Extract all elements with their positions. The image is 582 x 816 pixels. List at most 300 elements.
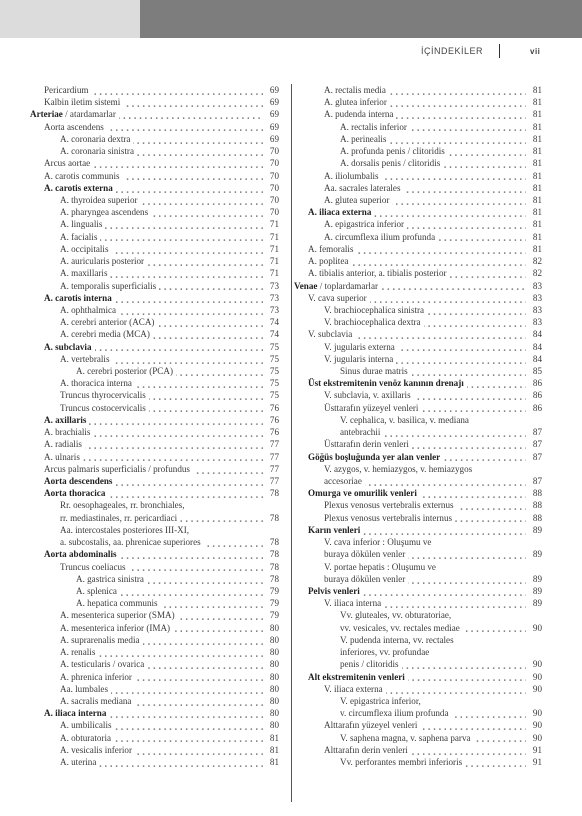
toc-entry — [30, 243, 279, 255]
toc-entry — [294, 341, 542, 353]
toc-entry-title — [340, 695, 526, 707]
toc-entry-page: 69 — [269, 109, 279, 120]
toc-entry-page: 81 — [269, 732, 279, 743]
toc-entry-title — [44, 292, 263, 304]
toc-entry — [294, 121, 542, 133]
toc-entry-page: 69 — [269, 97, 279, 108]
toc-entry-label: A. iliaca externa — [308, 207, 374, 217]
toc-entry — [30, 414, 279, 426]
toc-entry-label: V. cephalica, v. basilica, v. mediana — [340, 415, 472, 425]
toc-entry-page: 82 — [532, 256, 542, 267]
toc-entry-label: A. gastrica sinistra — [76, 574, 147, 584]
toc-entry-label: rr. mediastinales, rr. pericardiaci — [60, 513, 180, 523]
toc-entry — [294, 671, 542, 683]
toc-entry — [294, 194, 542, 206]
toc-entry-page: 73 — [269, 304, 279, 315]
toc-entry — [294, 96, 542, 108]
toc-entry-label: A. pudenda interna — [324, 109, 396, 119]
toc-entry-title — [324, 438, 526, 450]
toc-entry — [294, 182, 542, 194]
toc-entry — [30, 316, 279, 328]
toc-entry-title — [308, 206, 526, 218]
toc-entry-title — [324, 182, 526, 194]
toc-entry-page: 83 — [532, 280, 542, 291]
toc-entry — [30, 719, 279, 731]
toc-entry-label: A. testicularis / ovarica — [60, 659, 147, 669]
toc-entry-title — [324, 719, 526, 731]
toc-entry-page: 88 — [532, 488, 542, 499]
toc-entry-label: A. uterina — [60, 757, 99, 767]
toc-entry-title — [60, 145, 263, 157]
toc-entry-label: A. ulnaris — [44, 452, 83, 462]
toc-entry-page: 81 — [532, 219, 542, 230]
toc-entry-page: 90 — [532, 683, 542, 694]
toc-entry-page: 74 — [269, 329, 279, 340]
toc-entry-label: vv. vesicales, vv. rectales mediae — [340, 623, 463, 633]
toc-entry-label: A. perinealis — [340, 134, 389, 144]
toc-entry — [30, 304, 279, 316]
toc-entry-page: 76 — [269, 402, 279, 413]
toc-entry — [30, 756, 279, 768]
toc-entry-page: 80 — [269, 622, 279, 633]
toc-entry — [30, 231, 279, 243]
toc-entry-label: V. azygos, v. hemiazygos, v. hemiazygos — [324, 464, 475, 474]
toc-entry-title — [76, 573, 263, 585]
toc-entry-title — [30, 108, 263, 120]
toc-entry-title — [60, 243, 263, 255]
toc-entry-title — [324, 536, 526, 548]
toc-entry-title — [308, 243, 526, 255]
page-header-title: İÇİNDEKİLER — [421, 46, 484, 56]
toc-entry-label: V. subclavia — [308, 329, 355, 339]
toc-entry-title — [60, 328, 263, 340]
toc-entry — [294, 402, 542, 414]
toc-entry — [30, 341, 279, 353]
toc-entry-page: 80 — [269, 708, 279, 719]
toc-entry-label: V. pudenda interna, vv. rectales — [340, 635, 457, 645]
toc-entry — [30, 646, 279, 658]
toc-entry — [30, 463, 279, 475]
toc-entry-label: A. iliaca interna — [44, 708, 109, 718]
toc-entry — [30, 267, 279, 279]
toc-entry-page: 75 — [269, 366, 279, 377]
toc-entry-title — [60, 255, 263, 267]
toc-entry-page: 81 — [532, 194, 542, 205]
toc-entry-title — [44, 170, 263, 182]
toc-entry-title — [44, 414, 263, 426]
toc-entry-title — [76, 365, 263, 377]
toc-entry-page: 80 — [269, 671, 279, 682]
toc-entry-label: A. suprarenalis media — [60, 635, 143, 645]
toc-entry-page: 90 — [532, 708, 542, 719]
toc-entry-title — [60, 218, 263, 230]
toc-entry — [30, 499, 279, 511]
toc-entry — [30, 389, 279, 401]
toc-entry — [294, 646, 542, 658]
toc-entry-label: A. cerebri anterior (ACA) — [60, 317, 157, 327]
toc-entry-label: buraya dökülen venler — [324, 549, 408, 559]
toc-entry — [294, 389, 542, 401]
toc-entry-label: A. coronaria dextra — [60, 134, 133, 144]
toc-entry — [30, 292, 279, 304]
toc-entry-title — [308, 377, 526, 389]
toc-entry-label: V. brachiocephalica sinistra — [324, 305, 427, 315]
toc-entry — [294, 292, 542, 304]
toc-entry — [294, 683, 542, 695]
toc-entry — [30, 609, 279, 621]
toc-entry-title — [340, 707, 526, 719]
toc-entry-title — [60, 389, 263, 401]
toc-entry-page: 78 — [269, 573, 279, 584]
toc-entry-page: 75 — [269, 353, 279, 364]
toc-entry — [30, 402, 279, 414]
toc-right-column — [294, 84, 542, 768]
toc-entry — [294, 304, 542, 316]
toc-entry-page: 78 — [269, 561, 279, 572]
toc-entry — [30, 206, 279, 218]
toc-entry-page: 87 — [532, 439, 542, 450]
toc-entry — [30, 561, 279, 573]
toc-entry-label: Kalbin iletim sistemi — [44, 97, 123, 107]
toc-entry-label: Aorta descendens — [44, 476, 115, 486]
toc-entry-label: A. epigastrica inferior — [324, 219, 407, 229]
toc-entry-label: Plexus venosus vertebralis externus — [324, 500, 457, 510]
toc-entry-label: V. jugularis interna — [324, 354, 396, 364]
toc-entry-label: A. dorsalis penis / clitoridis — [340, 158, 443, 168]
toc-entry-title — [44, 707, 263, 719]
toc-entry-page: 81 — [532, 170, 542, 181]
toc-entry-title — [44, 463, 263, 475]
toc-entry-page: 90 — [532, 659, 542, 670]
toc-entry — [30, 255, 279, 267]
toc-entry-title — [60, 316, 263, 328]
toc-entry — [30, 658, 279, 670]
toc-entry-page: 81 — [532, 182, 542, 193]
toc-entry-title — [60, 719, 263, 731]
toc-entry-title — [324, 316, 526, 328]
toc-entry-page: 80 — [269, 683, 279, 694]
toc-entry-title — [294, 280, 526, 292]
toc-entry-title — [60, 732, 263, 744]
toc-entry-page: 69 — [269, 133, 279, 144]
toc-entry-page: 84 — [532, 353, 542, 364]
toc-entry — [294, 744, 542, 756]
toc-entry-page: 78 — [269, 488, 279, 499]
toc-entry-page: 83 — [532, 304, 542, 315]
toc-entry-title — [324, 218, 526, 230]
toc-entry — [30, 695, 279, 707]
toc-entry-label: A. profunda penis / clitoridis — [340, 146, 448, 156]
toc-entry-page: 70 — [269, 146, 279, 157]
toc-entry-label: v. circumflexa ilium profunda — [340, 708, 452, 718]
toc-entry-label: V. jugularis externa — [324, 342, 398, 352]
toc-entry — [294, 426, 542, 438]
toc-entry-title — [324, 304, 526, 316]
toc-entry — [294, 548, 542, 560]
toc-entry — [30, 524, 279, 536]
toc-entry-label: Truncus coeliacus — [60, 562, 129, 572]
toc-entry-page: 89 — [532, 549, 542, 560]
toc-entry — [294, 145, 542, 157]
toc-entry — [294, 84, 542, 96]
toc-entry-page: 80 — [269, 647, 279, 658]
toc-entry-label: Arteriae / atardamarlar — [30, 109, 119, 119]
toc-entry — [294, 255, 542, 267]
toc-entry-page: 70 — [269, 194, 279, 205]
toc-entry-label: A. mesenterica superior (SMA) — [60, 610, 178, 620]
toc-entry-page: 81 — [532, 85, 542, 95]
toc-entry-label: Venae / toplardamarlar — [294, 281, 381, 291]
toc-entry-title — [324, 573, 526, 585]
toc-entry-page: 78 — [269, 537, 279, 548]
toc-entry — [294, 573, 542, 585]
toc-entry-label: A. carotis communis — [44, 171, 123, 181]
toc-entry-page: 69 — [269, 85, 279, 95]
toc-entry-title — [324, 84, 526, 96]
toc-entry-page: 80 — [269, 634, 279, 645]
toc-entry-label: buraya dökülen venler — [324, 574, 408, 584]
toc-entry-label: Aa. lumbales — [60, 684, 111, 694]
toc-entry-label: Truncus thyrocervicalis — [60, 390, 149, 400]
toc-entry-label: Vv. perforantes membri inferioris — [340, 757, 465, 767]
toc-entry-title — [324, 96, 526, 108]
toc-entry-page: 87 — [532, 427, 542, 438]
toc-entry-label: A. auricularis posterior — [60, 256, 147, 266]
toc-entry-label: A. vesicalis inferior — [60, 745, 135, 755]
toc-entry-label: A. facialis — [60, 232, 100, 242]
toc-entry-label: A. brachialis — [44, 427, 93, 437]
toc-entry-title — [340, 609, 526, 621]
toc-entry-page: 71 — [269, 231, 279, 242]
toc-entry-title — [340, 646, 526, 658]
toc-entry-page: 71 — [269, 243, 279, 254]
toc-entry-title — [60, 353, 263, 365]
toc-entry-page: 91 — [532, 744, 542, 755]
toc-entry-label: Alt ekstremitenin venleri — [308, 672, 408, 682]
toc-entry — [294, 280, 542, 292]
toc-entry-title — [60, 683, 263, 695]
toc-entry-label: Arcus aortae — [44, 158, 93, 168]
toc-entry-label: A. mesenterica inferior (IMA) — [60, 623, 173, 633]
toc-entry — [294, 487, 542, 499]
toc-entry — [294, 463, 542, 475]
toc-entry — [294, 206, 542, 218]
toc-entry-label: antebrachii — [340, 427, 383, 437]
toc-entry-label: Aorta ascendens — [44, 122, 107, 132]
toc-entry-title — [324, 499, 526, 511]
toc-entry-label: Karın venleri — [308, 525, 363, 535]
toc-entry-label: Aa. sacrales laterales — [324, 183, 404, 193]
toc-entry — [30, 622, 279, 634]
toc-entry-page: 80 — [269, 720, 279, 731]
toc-entry-title — [60, 622, 263, 634]
toc-entry-page: 88 — [532, 512, 542, 523]
toc-entry-label: Arcus palmaris superficialis / profundus — [44, 464, 193, 474]
toc-entry-title — [76, 585, 263, 597]
toc-entry-label: A. axillaris — [44, 415, 89, 425]
toc-entry-page: 89 — [532, 524, 542, 535]
toc-entry — [294, 267, 542, 279]
toc-entry — [30, 426, 279, 438]
toc-entry — [294, 377, 542, 389]
toc-entry — [30, 133, 279, 145]
toc-entry — [30, 512, 279, 524]
toc-entry-label: Üst ekstremitenin venöz kanının drenajı — [308, 378, 467, 388]
toc-entry — [294, 597, 542, 609]
toc-entry-title — [60, 402, 263, 414]
toc-entry — [30, 108, 279, 120]
toc-entry — [294, 622, 542, 634]
toc-entry — [294, 756, 542, 768]
toc-entry-page: 81 — [532, 133, 542, 144]
toc-entry-title — [44, 121, 263, 133]
toc-entry-title — [308, 255, 526, 267]
toc-entry-title — [308, 524, 526, 536]
toc-entry — [294, 353, 542, 365]
toc-entry-title — [324, 475, 526, 487]
toc-entry — [30, 170, 279, 182]
toc-entry-page: 80 — [269, 695, 279, 706]
toc-entry-label: A. obturatoria — [60, 733, 114, 743]
toc-entry — [30, 475, 279, 487]
toc-entry-title — [44, 451, 263, 463]
toc-entry-page: 74 — [269, 317, 279, 328]
toc-entry — [30, 218, 279, 230]
toc-entry — [30, 365, 279, 377]
toc-entry-title — [340, 145, 526, 157]
toc-entry — [294, 316, 542, 328]
toc-entry-label: V. epigastrica inferior, — [340, 696, 424, 706]
toc-entry-label: A. thyroidea superior — [60, 195, 141, 205]
toc-entry-title — [60, 280, 263, 292]
toc-entry-label: Plexus venosus vertebralis internus — [324, 513, 455, 523]
toc-entry-title — [44, 157, 263, 169]
toc-entry-label: A. thoracica interna — [60, 378, 135, 388]
toc-entry — [294, 609, 542, 621]
toc-entry-page: 70 — [269, 158, 279, 169]
toc-entry-page: 71 — [269, 268, 279, 279]
header-band-dark — [140, 0, 582, 38]
toc-entry-page: 83 — [532, 292, 542, 303]
toc-entry — [294, 707, 542, 719]
toc-entry-page: 84 — [532, 329, 542, 340]
toc-entry — [294, 218, 542, 230]
toc-entry-page: 69 — [269, 121, 279, 132]
toc-entry-label: Pericardium — [44, 85, 91, 95]
toc-entry — [30, 536, 279, 548]
toc-entry-title — [44, 548, 263, 560]
toc-entry-label: A. glutea superior — [324, 195, 392, 205]
toc-entry-title — [60, 524, 263, 536]
toc-entry-page: 79 — [269, 610, 279, 621]
toc-entry-label: A. splenica — [76, 586, 120, 596]
toc-entry-title — [324, 512, 526, 524]
toc-entry-title — [60, 512, 263, 524]
toc-entry-title — [308, 451, 526, 463]
toc-entry-label: A. poplitea — [308, 256, 351, 266]
toc-entry-title — [324, 561, 526, 573]
toc-entry-title — [340, 133, 526, 145]
toc-entry-title — [324, 389, 526, 401]
toc-entry-title — [340, 658, 526, 670]
toc-entry-title — [44, 426, 263, 438]
toc-entry-title — [60, 658, 263, 670]
toc-entry-label: Rr. oesophageales, rr. bronchiales, — [60, 500, 188, 510]
toc-entry-page: 81 — [532, 231, 542, 242]
toc-entry-title — [324, 683, 526, 695]
toc-entry-title — [324, 463, 526, 475]
toc-entry-title — [60, 671, 263, 683]
toc-entry-page: 70 — [269, 170, 279, 181]
toc-entry-title — [308, 585, 526, 597]
toc-entry — [294, 157, 542, 169]
toc-entry-label: Aa. intercostales posteriores III-XI, — [60, 525, 192, 535]
page-number: vii — [530, 47, 541, 56]
toc-entry-title — [60, 267, 263, 279]
toc-entry-page: 80 — [269, 659, 279, 670]
toc-entry-label: V. iliaca externa — [324, 684, 386, 694]
toc-entry-title — [324, 341, 526, 353]
toc-entry-title — [308, 292, 526, 304]
toc-entry-label: Üsttarafın yüzeyel venleri — [324, 403, 421, 413]
toc-entry-label: Vv. gluteales, vv. obturatoriae, — [340, 610, 454, 620]
toc-entry — [30, 353, 279, 365]
toc-entry-label: Truncus costocervicalis — [60, 403, 149, 413]
toc-entry — [30, 744, 279, 756]
toc-entry-page: 78 — [269, 549, 279, 560]
toc-entry-title — [324, 231, 526, 243]
toc-entry-title — [60, 194, 263, 206]
toc-entry-page: 81 — [532, 97, 542, 108]
toc-entry-page: 79 — [269, 598, 279, 609]
toc-entry-title — [340, 414, 526, 426]
toc-entry — [30, 487, 279, 499]
toc-entry-label: A. coronaria sinistra — [60, 146, 137, 156]
toc-entry — [294, 170, 542, 182]
toc-entry — [294, 695, 542, 707]
toc-entry — [294, 414, 542, 426]
toc-entry-label: V. brachiocephalica dextra — [324, 317, 424, 327]
toc-entry-label: Alttarafın derin venleri — [324, 745, 411, 755]
toc-entry-label: A. subclavia — [44, 342, 95, 352]
toc-entry-page: 73 — [269, 280, 279, 291]
toc-entry-page: 86 — [532, 402, 542, 413]
toc-entry-title — [340, 732, 526, 744]
toc-entry — [30, 573, 279, 585]
toc-entry-label: Sinus durae matris — [340, 366, 411, 376]
toc-entry — [30, 707, 279, 719]
toc-entry — [30, 145, 279, 157]
toc-entry-title — [44, 438, 263, 450]
toc-entry-label: A. vertebralis — [60, 354, 113, 364]
toc-entry-title — [76, 597, 263, 609]
toc-entry — [294, 585, 542, 597]
toc-entry-page: 86 — [532, 378, 542, 389]
toc-entry — [30, 194, 279, 206]
toc-entry — [294, 524, 542, 536]
toc-entry-page: 83 — [532, 317, 542, 328]
toc-entry-label: A. carotis interna — [44, 293, 115, 303]
toc-entry-label: Aorta thoracica — [44, 488, 108, 498]
toc-entry — [294, 475, 542, 487]
toc-entry-title — [60, 206, 263, 218]
toc-entry-label: penis / clitoridis — [340, 659, 402, 669]
toc-entry-page: 71 — [269, 256, 279, 267]
toc-entry — [30, 328, 279, 340]
toc-entry-page: 81 — [532, 146, 542, 157]
toc-entry-label: a. subcostalis, aa. phrenicae superiores — [60, 537, 204, 547]
toc-entry-page: 76 — [269, 427, 279, 438]
